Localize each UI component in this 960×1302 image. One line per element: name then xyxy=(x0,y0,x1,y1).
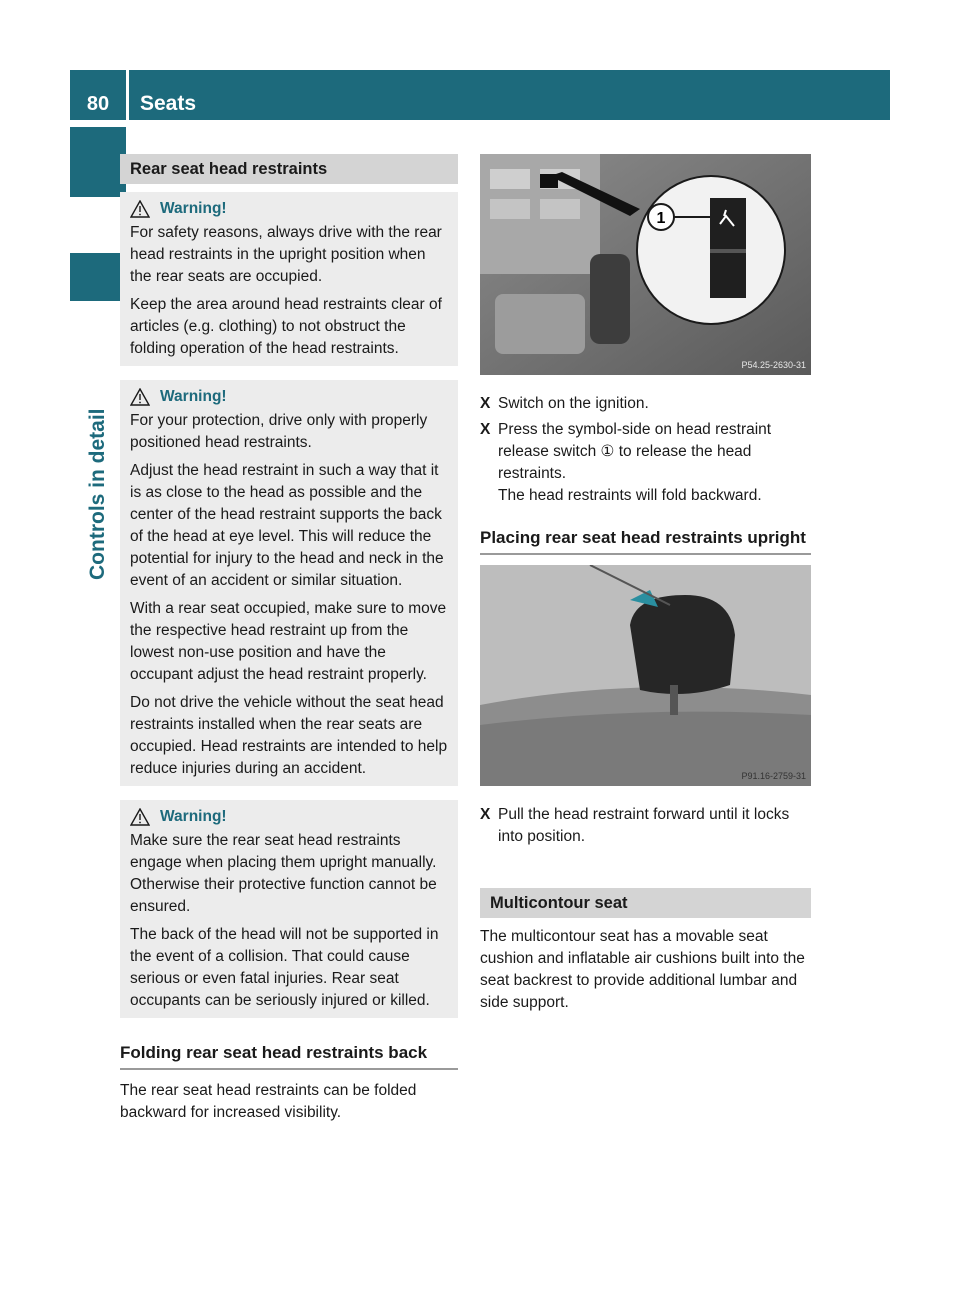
sidebar-gap xyxy=(70,200,126,248)
heading-placing-upright: Placing rear seat head restraints upright xyxy=(480,527,811,555)
warning-box-3 xyxy=(120,800,458,1018)
step-result: The head restraints will fold backward. xyxy=(498,487,762,504)
steps-fold xyxy=(480,393,811,507)
step-text: Switch on the ignition. xyxy=(498,395,649,412)
warning-paragraph: For your protection, drive only with properly positioned head restraints. xyxy=(130,412,428,451)
warning-paragraph: For safety reasons, always drive with the rear head restraints in the upright position when the rear seats are occupied. xyxy=(130,224,442,285)
warning-box-2 xyxy=(120,380,458,786)
step-text: Pull the head restraint forward until it locks into position. xyxy=(498,806,790,845)
release-switch-photo-image xyxy=(480,154,811,375)
warning-title xyxy=(130,386,450,408)
warning-triangle-icon xyxy=(130,388,150,406)
warning-paragraph: With a rear seat occupied, make sure to move the respective head restraint up from the lowest non-use position and have the occupant adjust the head restraint properly. xyxy=(130,600,447,683)
sidebar-tab-top xyxy=(70,127,126,197)
photo-code: P54.25-2630-31 xyxy=(741,360,806,370)
warning-box-1 xyxy=(120,192,458,366)
warning-paragraph: Adjust the head restraint in such a way that it is as close to the head as possible and the center of the head restraint supports the back of the head at eye level. This will reduce the potential for injury to the head and neck in the event of an accident or similar situation. xyxy=(130,462,444,589)
step-marker: X xyxy=(480,395,491,412)
photo-release-switch xyxy=(480,154,811,375)
warning-paragraph: The back of the head will not be supported in the event of a collision. That could cause serious or even fatal injuries. Rear seat occupants can be seriously injured or killed. xyxy=(130,926,439,1009)
multicontour-text: The multicontour seat has a movable seat cushion and inflatable air cushions built into the seat backrest to provide additional lumbar and side support. xyxy=(480,928,805,1011)
step-item xyxy=(480,419,811,485)
warning-paragraph: Keep the area around head restraints clear of articles (e.g. clothing) to not obstruct the folding operation of the head restraints. xyxy=(130,296,442,357)
sidebar-tab-block xyxy=(70,253,126,301)
steps-upright xyxy=(480,804,811,848)
page-number: 80 xyxy=(86,93,110,115)
warning-title xyxy=(130,806,450,828)
photo-code: P91.16-2759-31 xyxy=(741,771,806,781)
left-column xyxy=(120,154,458,1124)
step-marker: X xyxy=(480,421,491,438)
right-column xyxy=(480,154,811,1014)
heading-rear-seat-head-restraints: Rear seat head restraints xyxy=(120,154,458,184)
step-text: Press the symbol-side on head restraint release switch ① to release the head restraints. xyxy=(498,421,772,482)
heading-folding-back: Folding rear seat head restraints back xyxy=(120,1042,458,1070)
warning-triangle-icon xyxy=(130,808,150,826)
warning-title-text: Warning! xyxy=(160,808,227,825)
photo-head-restraint xyxy=(480,565,811,786)
fold-intro-text: The rear seat head restraints can be folded backward for increased visibility. xyxy=(120,1082,417,1121)
step-item xyxy=(480,804,811,848)
section-title: Seats xyxy=(140,92,197,115)
warning-title xyxy=(130,198,450,220)
warning-triangle-icon xyxy=(130,200,150,218)
callout-number: 1 xyxy=(656,210,666,227)
warning-paragraph: Make sure the rear seat head restraints engage when placing them upright manually. Otherwise their protective function cannot be ensured. xyxy=(130,832,437,915)
warning-paragraph: Do not drive the vehicle without the seat head restraints installed when the rear seats are occupied. Head restraints are intended to help reduce injuries during an accident. xyxy=(130,694,448,777)
warning-title-text: Warning! xyxy=(160,388,227,405)
step-item xyxy=(480,393,811,415)
sidebar-chapter-label: Controls in detail xyxy=(86,408,109,580)
warning-title-text: Warning! xyxy=(160,200,227,217)
step-marker: X xyxy=(480,806,491,823)
head-restraint-photo-image xyxy=(480,565,811,786)
heading-multicontour-seat: Multicontour seat xyxy=(480,888,811,918)
header-divider xyxy=(126,70,129,120)
